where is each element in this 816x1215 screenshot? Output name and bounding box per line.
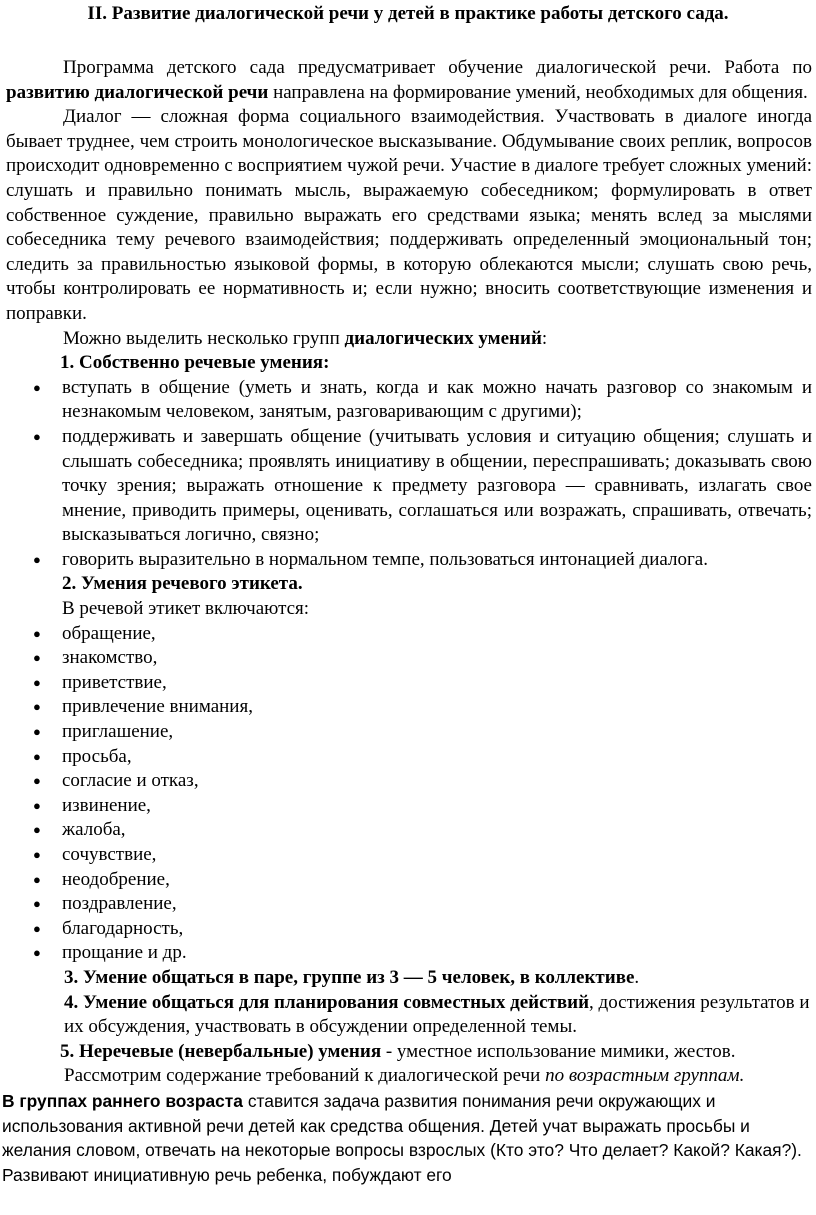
- list-item-text: благодарность,: [62, 917, 184, 939]
- bullet-icon: ●: [33, 650, 41, 666]
- list-item-text: извинение,: [62, 794, 151, 816]
- group-2-list: [0, 622, 816, 966]
- bullet-icon: ●: [33, 920, 41, 936]
- bold-term: 5. Неречевые (невербальные) умения: [60, 1040, 382, 1062]
- bold-term: 4. Умение общаться для планирования совместных действий: [64, 991, 590, 1013]
- list-item: [0, 720, 816, 745]
- bullet-icon: ●: [33, 379, 41, 395]
- list-item: [0, 794, 816, 819]
- list-item: [0, 548, 816, 573]
- group-4: [0, 991, 816, 1040]
- list-item: [0, 843, 816, 868]
- list-item: [0, 425, 816, 548]
- bullet-icon: ●: [33, 847, 41, 862]
- group-3: [0, 966, 816, 991]
- bullet-icon: ●: [33, 699, 41, 715]
- list-item: [0, 941, 816, 966]
- paragraph-dialog: Диалог — сложная форма социального взаимодействия. Участвовать в диалоге иногда бывает труднее, чем строить монологическое высказывание. Обдумывание своих реплик, вопросов происходит одновременно с восприятием чужой речи. Участие в диалоге требует сложных умений: слушать и правильно понимать мысль, выражаемую собеседником; формулировать в ответ собственное суждение, правильно выражать его средствами языка; менять вслед за мыслями собеседника тему речевого взаимодействия; поддерживать определенный эмоциональный тон; следить за правильностью языковой формы, в которую облекаются мысли; слушать свою речь, чтобы контролировать ее нормативность и; если нужно; вносить соответствующие изменения и поправки.: [6, 106, 812, 324]
- group-1-title: [0, 351, 816, 376]
- list-item: [0, 745, 816, 770]
- text: .: [634, 966, 640, 988]
- text: , достижения результатов и их обсуждения, участвовать в обсуждении определенной темы.: [64, 991, 810, 1038]
- list-item: [0, 376, 816, 425]
- text: ставится задача развития понимания речи окружающих и использования активной речи детей как средства общения. Детей учат выражать просьбы и желания словом, отвечать на некоторые вопросы взрослых (Кто это? Что делает? Какой? Какая?). Развивают инициативную речь ребенка, побуждают его: [2, 1090, 802, 1185]
- paragraph-program: [0, 56, 816, 105]
- bullet-icon: ●: [33, 945, 41, 961]
- bullet-icon: ●: [33, 428, 41, 444]
- text: - уместное использование мимики, жестов.: [381, 1040, 736, 1062]
- bullet-icon: ●: [33, 748, 41, 764]
- bullet-icon: ●: [33, 896, 41, 912]
- list-item-text: поддерживать и завершать общение (учитывать условия и ситуацию общения; слушать и слышать собеседника; проявлять инициативу в общении, переспрашивать; доказывать свою точку зрения; выражать отношение к предмету разговора — сравнивать, излагать свое мнение, приводить примеры, оценивать, соглашаться или возражать, спрашивать, отвечать; высказываться логично, связно;: [62, 425, 812, 546]
- list-item: [0, 868, 816, 893]
- bold-term: 1. Собственно речевые умения:: [60, 352, 330, 374]
- bullet-icon: ●: [33, 674, 41, 690]
- text: :: [541, 327, 548, 349]
- bold-term: 3. Умение общаться в паре, группе из 3 — 5 человек, в коллективе: [64, 966, 635, 988]
- list-item-text: просьба,: [62, 745, 132, 767]
- list-item-text: поздравление,: [62, 893, 177, 915]
- section-heading: II. Развитие диалогической речи у детей в практике работы детского сада.: [87, 3, 729, 24]
- text: Можно выделить несколько групп: [63, 327, 345, 349]
- list-item-text: приветствие,: [62, 671, 167, 693]
- list-item-text: обращение,: [62, 622, 156, 644]
- list-item-text: прощание и др.: [62, 942, 187, 964]
- group-2-title: [0, 572, 816, 597]
- bullet-icon: ●: [33, 625, 41, 641]
- list-item-text: неодобрение,: [62, 868, 170, 890]
- text: направлена на формирование умений, необходимых для общения.: [268, 81, 808, 103]
- list-item-text: привлечение внимания,: [62, 696, 253, 718]
- bullet-icon: ●: [33, 773, 41, 789]
- list-item-text: говорить выразительно в нормальном темпе, пользоваться интонацией диалога.: [62, 548, 708, 570]
- paragraph-early-age: [0, 1089, 816, 1187]
- bullet-icon: ●: [33, 797, 41, 813]
- italic-term: по возрастным группам.: [545, 1065, 745, 1087]
- paragraph-groups-intro: [0, 327, 816, 352]
- list-item: [0, 695, 816, 720]
- group-2-intro: В речевой этикет включаются:: [62, 598, 310, 620]
- list-item: [0, 769, 816, 794]
- list-item-text: жалоба,: [62, 819, 126, 841]
- group-5: [0, 1040, 816, 1065]
- list-item: [0, 892, 816, 917]
- list-item-text: приглашение,: [62, 721, 174, 743]
- bullet-icon: ●: [33, 551, 41, 567]
- list-item-text: вступать в общение (уметь и знать, когда и как можно начать разговор со знакомым и незнакомым человеком, занятым, разговаривающим с другими);: [62, 376, 812, 423]
- bullet-icon: ●: [33, 724, 41, 740]
- bullet-icon: ●: [33, 871, 41, 887]
- bold-term: развитию диалогической речи: [6, 81, 269, 103]
- list-item: [0, 818, 816, 843]
- bold-term: В группах раннего возраста: [2, 1090, 243, 1111]
- bold-term: диалогических умений: [344, 327, 542, 349]
- bullet-icon: ●: [33, 822, 41, 838]
- document-body: [0, 56, 816, 1187]
- group-1-list: [0, 376, 816, 573]
- list-item: [0, 646, 816, 671]
- list-item-text: сочувствие,: [62, 844, 157, 865]
- text: Программа детского сада предусматривает обучение диалогической речи. Работа по: [63, 57, 812, 78]
- list-item-text: согласие и отказ,: [62, 770, 199, 792]
- list-item-text: знакомство,: [62, 647, 158, 669]
- text: Рассмотрим содержание требований к диалогической речи: [64, 1065, 546, 1087]
- list-item: [0, 671, 816, 696]
- list-item: [0, 917, 816, 942]
- list-item: [0, 622, 816, 647]
- bold-term: 2. Умения речевого этикета.: [62, 573, 303, 595]
- paragraph-age-groups: [0, 1064, 816, 1089]
